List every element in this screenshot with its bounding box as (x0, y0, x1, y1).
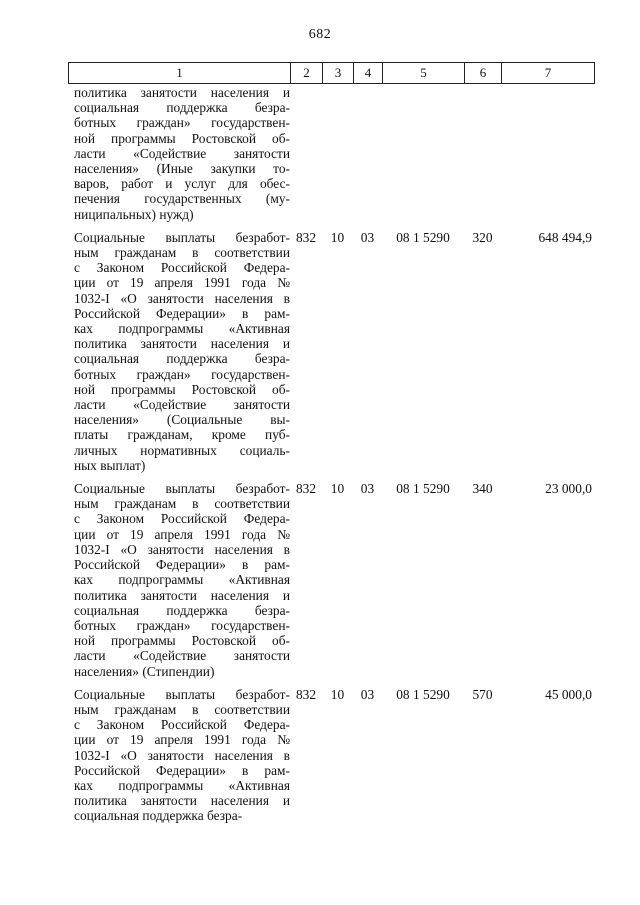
table-row (68, 230, 594, 481)
table-row (68, 85, 594, 230)
subsection-code (353, 85, 382, 230)
table-row (68, 481, 594, 687)
description-line: варов, работ и услуг для обес- (74, 176, 290, 192)
description-line: социальная поддержка безра- (74, 100, 290, 116)
description-line: с Законом Российской Федера- (74, 260, 290, 276)
amount: 45 000,0 (545, 686, 592, 702)
description-line: ной программы Ростовской об- (74, 130, 290, 146)
header-col-1: 1 (69, 63, 291, 84)
description-line: социальная поддержка безра- (74, 808, 243, 824)
subsection-code: 03 (360, 229, 375, 245)
description-line: личных нормативных социаль- (74, 442, 290, 458)
header-col-4: 4 (354, 63, 383, 84)
description-line: печения государственных (му- (74, 191, 290, 207)
description-line: политика занятости населения и (74, 587, 290, 603)
header-col-5: 5 (383, 63, 465, 84)
description-line: ным гражданам в соответствии (74, 245, 290, 261)
description-line: с Законом Российской Федера- (74, 717, 290, 733)
description-line: Социальные выплаты безработ- (74, 229, 290, 245)
row-description (68, 230, 290, 481)
ministry-code (290, 85, 322, 230)
description-line: Российской Федерации» в рам- (74, 557, 290, 573)
description-line: 1032-I «О занятости населения в (74, 747, 290, 763)
description-line: ласти «Содействие занятости (74, 397, 290, 413)
description-line: ботных граждан» государствен- (74, 617, 290, 633)
description-line: политика занятости населения и (74, 336, 290, 352)
description-line: Российской Федерации» в рам- (74, 305, 290, 321)
description-line: ции от 19 апреля 1991 года № (74, 275, 290, 291)
description-line: ках подпрограммы «Активная (74, 572, 290, 588)
description-line: политика занятости населения и (74, 793, 290, 809)
target-article-code: 08 1 5290 (396, 229, 450, 245)
description-line: Российской Федерации» в рам- (74, 762, 290, 778)
section-code (322, 85, 353, 230)
description-line: с Законом Российской Федера- (74, 511, 290, 527)
header-col-7: 7 (502, 63, 595, 84)
header-col-2: 2 (291, 63, 323, 84)
header-col-6: 6 (465, 63, 502, 84)
amount: 23 000,0 (545, 481, 592, 497)
description-line: ниципальных) нужд) (74, 206, 194, 222)
column-header-row (68, 62, 595, 84)
expense-type-code: 320 (472, 229, 493, 245)
row-description (68, 481, 290, 687)
amount: 648 494,9 (538, 229, 592, 245)
description-line: ках подпрограммы «Активная (74, 321, 290, 337)
section-code: 10 (330, 229, 345, 245)
amount (501, 85, 594, 230)
description-line: политика занятости населения и (74, 85, 290, 100)
subsection-code: 03 (360, 481, 375, 497)
description-line: ных выплат) (74, 457, 146, 473)
target-article-code: 08 1 5290 (396, 481, 450, 497)
target-article-code (382, 85, 464, 230)
section-code: 10 (330, 686, 345, 702)
description-line: населения» (Иные закупки то- (74, 161, 290, 177)
target-article-code: 08 1 5290 (396, 686, 450, 702)
description-line: Социальные выплаты безработ- (74, 481, 290, 497)
row-description (68, 687, 290, 824)
section-code: 10 (330, 481, 345, 497)
expense-type-code: 570 (472, 686, 493, 702)
table-row (68, 687, 594, 824)
description-line: ках подпрограммы «Активная (74, 777, 290, 793)
description-line: ласти «Содействие занятости (74, 648, 290, 664)
description-line: ласти «Содействие занятости (74, 145, 290, 161)
ministry-code: 832 (295, 229, 317, 245)
ministry-code: 832 (295, 686, 317, 702)
description-line: ции от 19 апреля 1991 года № (74, 732, 290, 748)
description-line: ным гражданам в соответствии (74, 496, 290, 512)
header-col-3: 3 (323, 63, 354, 84)
ministry-code: 832 (295, 481, 317, 497)
subsection-code: 03 (360, 686, 375, 702)
page-number: 682 (308, 27, 332, 42)
description-line: 1032-I «О занятости населения в (74, 541, 290, 557)
description-line: ной программы Ростовской об- (74, 633, 290, 649)
description-line: ции от 19 апреля 1991 года № (74, 526, 290, 542)
expense-type-code (464, 85, 501, 230)
description-line: социальная поддержка безра- (74, 351, 290, 367)
description-line: ботных граждан» государствен- (74, 115, 290, 131)
expense-type-code: 340 (472, 481, 493, 497)
description-line: ной программы Ростовской об- (74, 381, 290, 397)
description-line: социальная поддержка безра- (74, 602, 290, 618)
description-line: населения» (Социальные вы- (74, 412, 290, 428)
description-line: платы гражданам, кроме пуб- (74, 427, 290, 443)
description-line: населения» (Стипендии) (74, 663, 215, 679)
description-line: Социальные выплаты безработ- (74, 686, 290, 702)
description-line: ботных граждан» государствен- (74, 366, 290, 382)
description-line: 1032-I «О занятости населения в (74, 290, 290, 306)
row-description (68, 85, 290, 230)
budget-table (68, 85, 594, 824)
description-line: ным гражданам в соответствии (74, 701, 290, 717)
